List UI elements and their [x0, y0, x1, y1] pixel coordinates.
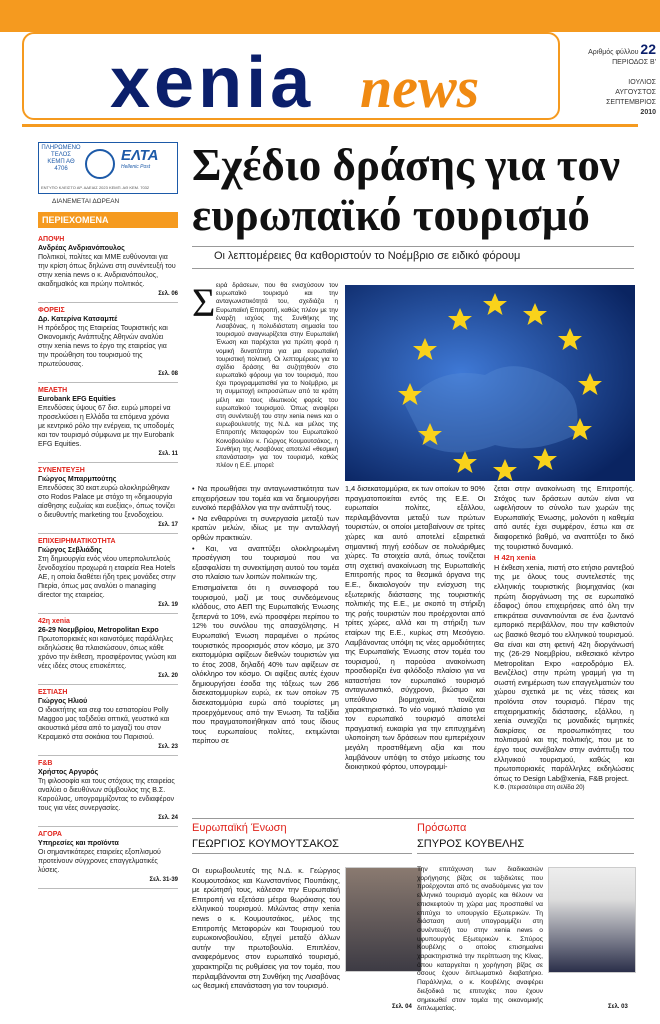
col3-text-b: Η έκθεση xenia, πιστή στο ετήσιο ραντεβού της με όλους τους συντελεστές της ελληνικής τουριστικής βιομηχανίας (και πρώτη διοργάνωση της σε ευρωπαϊκό έδαφος) όπου επιχειρήσεις από όλη την επικράτεια συναντιούνται σε ένα ζωντανό εμπορικό περιβάλλον, που την καθιστούν ως βασικό θεσμό του ελληνικού τουρισμού. Θα είναι και στη φετινή 42η διοργάνωσή της (26-29 Νοεμβρίου, εκθεσιακό κέντρο Metropolitan Expo «αεροδρόμιο Ελ. Βενιζέλος) στην πρώτη γραμμή για τη σωστή ενημέρωση των επαγγελματιών του χώρου σχετικά με τις νέες τάσεις και προϊόντα στον τουρισμό. Πέραν της επιχειρηματικής διάστασης, εξάλλου, η xenia συνεχίζει τις μοναδικές τιμητικές διακρίσεις σε προσωπικότητες του πολιτισμού και της πολιτικής, που με το έργο τους συνέβαλαν στην ανάπτυξη του ελληνικού τουρισμού, καθώς και πρωτοποριακές παράλληλες εκδηλώσεις όπως το Design Lab@xenia, F&B project. [494, 562, 634, 783]
drop-cap: Σ [192, 280, 216, 325]
toc-title: Δρ. Κατερίνα Κατσαμπέ [38, 316, 118, 323]
toc-item[interactable] [38, 383, 178, 463]
toc-title: Γιώργος Ηλιού [38, 698, 88, 705]
portrait-kouvelis [548, 867, 636, 973]
toc-title: Γιώργος Μπαρμπούτης [38, 476, 117, 483]
elta-sub: Hellenic Post [121, 164, 151, 170]
headline-line-1: Σχέδιο δράσης για τον [192, 140, 621, 190]
lead-subhead: Οι λεπτομέρειες θα καθοριστούν το Νοέμβριο σε ειδικό φόρουμ [214, 250, 521, 262]
toc-page: Σελ. 19 [158, 602, 178, 608]
top-orange-bar [0, 0, 660, 32]
postage-office: ΚΕΜΠ ΑΘ [47, 159, 75, 165]
postage-stamps [38, 142, 178, 194]
issue-number: 22 [640, 41, 656, 57]
toc-heading: ΠΕΡΙΕΧΟΜΕΝΑ [38, 212, 178, 228]
col3-text: ζεται στην ανακοίνωση της Επιτροπής. Στόχος των δράσεων αυτών είναι να ωφελήσουν το σύνολο των χωρών της Ευρωπαϊκής Ένωσης, μολονότι η καθεμία από αυτές έχει συμφέρον, έστω και σε διαφορετικό βαθμό, να αναπτύξει το δικό της τουριστικό δυναμικό. [494, 484, 634, 551]
box-left-text: Οι ευρωβουλευτές της Ν.Δ. κ. Γεώργιος Κουμουτσάκος και Κωνσταντίνος Πουπάκης, με ερώτησή τους, κάλεσαν την Ευρωπαϊκή Επιτροπή να εξετάσει μέτρα θωράκισης του ελληνικού τουρισμού. Μιλώντας στην xenia news ο κ. Κουμουτσάκος, μέλος της Επιτροπής Μεταφορών και Τουρισμού του ευρωκοινοβουλίου, εξηγεί μεταξύ άλλων αυτήν την πρωτοβουλία. Επιπλέον, αναφερόμενος στον ευρωπαϊκό τουρισμό, χαρακτηρίζει τις ρυθμίσεις για τον τομέα, που περιλαμβάνονται στη Συνθήκη της Λισαβόνας ως θεσμική επανάσταση για τον τουρισμό. [192, 866, 340, 991]
postage-cell: ΚΕΜ. 7032 [129, 185, 150, 190]
elta-logo: ΕΛΤΑ [121, 147, 159, 164]
toc-item[interactable] [38, 685, 178, 756]
issue-month-3: ΣΕΠΤΕΜΒΡΙΟΣ [606, 99, 656, 106]
lead-column-1-intro: ειρά δράσεων, που θα ενισχύσουν τον ευρωπαϊκό τουρισμό και την ανταγωνιστικότητά του, σχεδιάζει η Ευρωπαϊκή Επιτροπή, καθώς πλέον με την έναρξη ισχύος της Συνθήκης της Λισαβόνας, η πολυδιάστατη σημασία του τουρισμού αναγνωρίζεται στην Ευρωπαϊκή Ένωση και παρέχεται για πρώτη φορά η νομική δυνατότητα για μια ευρωπαϊκή τουριστική πολιτική. Οι λεπτομέρειες για το σχέδιο δράσης θα συζητηθούν στο ευρωπαϊκό φόρουμ για τον τουρισμό, που έχει προγραμματισθεί για το Νοέμβριο, με τη συμμετοχή εκπροσώπων από τα κράτη μέλη και τους ιδιωτικούς φορείς του ευρωπαϊκού τουρισμού. Όπως αναφέρει στη συνέντευξή του στην xenia news και ο ευρωβουλευτής της Ν.Δ. και μέλος της Επιτροπής Μεταφορών του Ευρωπαϊκού Κοινοβουλίου κ. Γιώργος Κουμουτσάκος, η Συνθήκη της Λισαβόνας αποτελεί «θεσμική επανάσταση» για τον τουρισμό, καθώς πλέον η Ε.Ε. μπορεί: [216, 282, 338, 470]
lead-column-3 [494, 484, 634, 794]
toc-item[interactable] [38, 756, 178, 827]
box-right-section: Πρόσωπα [417, 822, 467, 834]
toc-title: Υπηρεσίες και προϊόντα [38, 840, 119, 847]
free-distribution: ΔΙΑΝΕΜΕΤΑΙ ΔΩΡΕΑΝ [52, 198, 120, 205]
toc-section: ΦΟΡΕΙΣ [38, 307, 65, 314]
lead-headline [192, 140, 632, 240]
toc-section: ΕΠΙΧΕΙΡΗΜΑΤΙΚΟΤΗΤΑ [38, 538, 116, 545]
box-left-name: ΓΕΩΡΓΙΟΣ ΚΟΥΜΟΥΤΣΑΚΟΣ [192, 838, 412, 854]
box-left-section: Ευρωπαϊκή Ένωση [192, 822, 287, 834]
bullet-1: • Να προωθήσει την ανταγωνιστικότητα των επιχειρήσεων του τομέα και να δημιουργήσει ευνοϊκό περιβάλλον για την ανάπτυξή τους. [192, 484, 339, 513]
toc-text: Τη φιλοσοφία και τους στόχους της εταιρείας αναλύει ο διευθύνων σύμβουλος της Β.Σ. Καρούλιας, υπογραμμίζοντας το ενδιαφέρον τους για νέες συνεργασίες. [38, 778, 175, 812]
toc-title: Γιώργος Σεβλιάδης [38, 547, 103, 554]
toc-text: Επενδύσεις 30 εκατ.ευρώ ολοκληρώθηκαν στο Rodos Palace με στόχο τη «δημιουργία αίσθησης ευζωίας και ευεξίας», όπως τονίζει ο διευθυντής marketing του ξενοδοχείου. [38, 485, 175, 519]
toc-text: Ο ιδιοκτήτης και σεφ του εστιατορίου Polly Maggoo μας ταξιδεύει οπτικά, γευστικά και ακουστικά μέσα από το μαγαζί του στον Κεραμεικό στα σοκάκια του Παρισιού. [38, 707, 170, 741]
lead-column-1-body [192, 484, 339, 747]
toc-page: Σελ. 17 [158, 522, 178, 528]
toc-section: ΕΣΤΙΑΣΗ [38, 689, 68, 696]
headline-rule [192, 246, 634, 247]
eu-flag-map-image [345, 285, 635, 481]
toc-title: Ανδρέας Ανδριανόπουλος [38, 245, 125, 252]
toc-section: ΑΓΟΡΑ [38, 831, 62, 838]
boxes-rule [192, 818, 634, 819]
bullet-3: • Και, να αναπτύξει ολοκληρωμένη προσέγγιση του τουρισμού που να εξασφαλίσει τη συνεκτίμηση αυτού του τομέα στο πλαίσιο των λοιπών πολιτικών της. [192, 543, 339, 582]
hellenic-post-seal-icon [85, 149, 115, 179]
postage-caption: ΕΝΤΥΠΟ ΚΛΕΙΣΤΟ ΑΡ. ΑΔΕΙΑΣ 2023 ΚΕΜΠ. ΑΘ [41, 185, 129, 190]
issue-info [566, 41, 656, 118]
toc-text: Επενδύσεις ύψους 67 δισ. ευρώ μπορεί να προσελκύσει η Ελλάδα τα επόμενα χρόνια με κεντρικό ρόλο την ενέργεια, τις υποδομές και τον τουρισμό σύμφωνα με την Eurobank EFG Equities. [38, 405, 175, 448]
toc-item[interactable] [38, 232, 178, 303]
subhead-rule [192, 268, 634, 269]
issue-number-label: Αριθμός φύλλου [588, 49, 639, 56]
toc-text: Πολιτικοί, πολίτες και ΜΜΕ ευθύνονται για την κρίση όπως δηλώνει στη συνέντευξή του στην xenia news ο κ. Ανδριανόπουλος, ακαδημαϊκός και πρώην πολιτικός. [38, 254, 176, 288]
postage-paid: ΠΛΗΡΩΜΕΝΟ ΤΕΛΟΣ [41, 145, 81, 158]
toc-page: Σελ. 20 [158, 673, 178, 679]
toc-text: Στη δημιουργία ενός νέου υπερπολυτελούς ξενοδοχείου προχωρά η εταιρεία Rea Hotels AE, η οποία διαθέτει ήδη τρεις μονάδες στην Πιερία, όπως μας αναλύει ο managing director της εταιρείας. [38, 556, 176, 599]
toc-item[interactable] [38, 614, 178, 685]
toc-page: Σελ. 31-39 [149, 877, 178, 883]
toc-page: Σελ. 11 [158, 451, 178, 457]
toc-section: F&B [38, 760, 53, 767]
issue-year: 2010 [640, 109, 656, 116]
table-of-contents [38, 232, 178, 889]
toc-title: Eurobank EFG Equities [38, 396, 116, 403]
col1-rest: Επισημαίνεται ότι η συνεισφορά του τουρισμού, μαζί με τους συνδεόμενους κλάδους, στο ΑΕΠ της Ευρωπαϊκής Ένωσης ξεπερνά το 10%, ενώ προσφέρει περίπου το 12% του συνόλου της απασχόλησης. Η Ευρωπαϊκή Ένωση παραμένει ο πρώτος τουριστικός προορισμός στον κόσμο, με 370 εκατομμύρια αφίξεων διεθνών τουριστών για το έτος 2008, δηλαδή 40% των αφίξεων σε ολόκληρο τον κόσμο. Οι αφίξεις αυτές έχουν δημιουργήσει έσοδα της τάξεως των 266 δισεκατομμυρίων ευρώ, εκ των οποίων 75 δισεκατομμύρια ευρώ από τουρίστες μη προερχόμενους από την Ένωση. Τα ταξίδια που πραγματοποιήθηκαν από τους ίδιους τους ευρωπαίους πολίτες, εκτιμώνται περίπου σε [192, 582, 339, 746]
box-right-page: Σελ. 03 [608, 1004, 628, 1010]
col3-subhead: Η 42η xenia [494, 553, 536, 563]
box-left-page: Σελ. 04 [392, 1004, 412, 1010]
headline-line-2: ευρωπαϊκό τουρισμό [192, 190, 590, 240]
toc-section: ΜΕΛΕΤΗ [38, 387, 68, 394]
toc-page: Σελ. 06 [158, 291, 178, 297]
toc-item[interactable] [38, 303, 178, 383]
eu-stars-icon [345, 285, 635, 481]
postage-code: 4706 [54, 166, 68, 172]
toc-page: Σελ. 24 [158, 815, 178, 821]
toc-title: 26-29 Νοεμβρίου, Metropolitan Expo [38, 627, 159, 634]
toc-item[interactable] [38, 463, 178, 534]
box-right-name: ΣΠΥΡΟΣ ΚΟΥΒΕΛΗΣ [417, 838, 634, 854]
issue-period: ΠΕΡΙΟΔΟΣ Β' [612, 59, 656, 66]
toc-text: Η πρόεδρος της Εταιρείας Τουριστικής και Οικονομικής Ανάπτυξης Αθηνών αναλύει στην xenia news το έργο της εταιρείας για την προώθηση του τουρισμού της πρωτεύουσας. [38, 325, 168, 368]
toc-page: Σελ. 23 [158, 744, 178, 750]
lead-continued: (περισσότερα στη σελίδα 20) [507, 785, 585, 792]
toc-section: 42η xenia [38, 618, 70, 625]
box-right-text: Την επιτάχυνση των διαδικασιών χορήγησης βίζας σε ταξιδιώτες που προέρχονται από τις αναδυόμενες για τον ελληνικό τουρισμό αγορές και θέλουν να επισκεφτούν τη χώρα μας προσπαθεί να επιτύχει το υπουργείο Εξωτερικών. Τη διάσταση αυτή υπογραμμίζει στη συνέντευξή του στην xenia news ο υφυπουργός Εξωτερικών κ. Σπύρος Κουβέλης ο οποίος επισημαίνει χαρακτηριστικά την περίπτωση της Κίνας, όπου καταργείται η χορήγηση βίζας σε όσους έχουν διπλωματικό διαβατήριο. Παράλληλα, ο κ. Κουβέλης αναφέρει διεξοδικά τις επιτυχίες που έχουν σημειωθεί στον τομέα της οικονομικής διπλωματίας. [417, 866, 543, 1013]
box-persons [417, 822, 634, 854]
issue-month-2: ΑΥΓΟΥΣΤΟΣ [615, 89, 656, 96]
issue-month-1: ΙΟΥΛΙΟΣ [628, 79, 656, 86]
portrait-koumoutsakos [345, 867, 422, 972]
header-divider [22, 124, 638, 127]
toc-page: Σελ. 08 [158, 371, 178, 377]
toc-text: Οι σημαντικότερες εταιρείες εξοπλισμού προτείνουν σύγχρονες επαγγελματικές λύσεις. [38, 849, 161, 874]
lead-author: Κ.Φ. [494, 785, 507, 792]
box-european-union [192, 822, 412, 854]
toc-section: ΣΥΝΕΝΤΕΥΞΗ [38, 467, 85, 474]
toc-text: Πρωτοποριακές και καινοτόμες παράλληλες εκδηλώσεις θα πλαισιώσουν, όπως κάθε χρόνο την έκθεση, προσφέροντας γνώση και νέες ιδέες στους επισκέπτες. [38, 636, 177, 670]
lead-column-2: 1,4 δισεκατομμύρια, εκ των οποίων το 90% πραγματοποιείται εντός της Ε.Ε. Οι ευρωπαίοι πολίτες, εξάλλου, περιλαμβάνονται μεταξύ των πρώτων τουριστών, οι οποίοι μεταβαίνουν σε τρίτες χώρες και αυτό αποτελεί εξαιρετικά σημαντική πηγή εσόδων σε πολυάριθμες χώρες. Τα στοιχεία αυτά, όπως τονίζεται στη σχετική ανακοίνωση της Ευρωπαϊκής Επιτροπής προς τα θεσμικά όργανα της Ε.Ε., δικαιολογούν την ενίσχυση της εξωτερικής διάστασης της τουριστικής πολιτικής της Ε.Ε., με σκοπό τη στήριξη της ροής τουριστών που προέρχονται από τρίτες χώρες, αλλά και τη στήριξη των εταίρων της Ε.Ε., κυρίως στη Μεσόγειο. Λαμβάνοντας υπόψη τις νέες αρμοδιότητες της Ευρωπαϊκής Ένωσης στον τομέα του τουρισμού, η παρούσα ανακοίνωση προσδιορίζει ένα φιλόδοξο πλαίσιο για να καταστήσει τον ευρωπαϊκό τουρισμό ανταγωνιστικό, σύγχρονο, βιώσιμο και υπεύθυνο βιομηχανία, τονίζεται χαρακτηριστικά. Το νέο νομικό πλαίσιο για τον ευρωπαϊκό τουρισμό αποτελεί πραγματική ευκαιρία για την επιτυχημένη υλοποίηση των δράσεων που εμπεριέχουν μεγάλη προστιθέμενη αξία και που λαμβάνουν υπόψη το στόχο μείωσης του διοικητικού φόρτου, υπογραμμί- [345, 484, 485, 772]
toc-section: ΑΠΟΨΗ [38, 236, 65, 243]
masthead-logo-news: news [360, 55, 480, 120]
toc-item[interactable] [38, 534, 178, 614]
masthead-logo-xenia: xenia [110, 43, 315, 123]
toc-item[interactable] [38, 827, 178, 889]
bullet-2: • Να ενθαρρύνει τη συνεργασία μεταξύ των κρατών μελών, ιδίως με την ανταλλαγή ορθών πρακτικών. [192, 513, 339, 542]
toc-title: Χρήστος Αργυρός [38, 769, 99, 776]
